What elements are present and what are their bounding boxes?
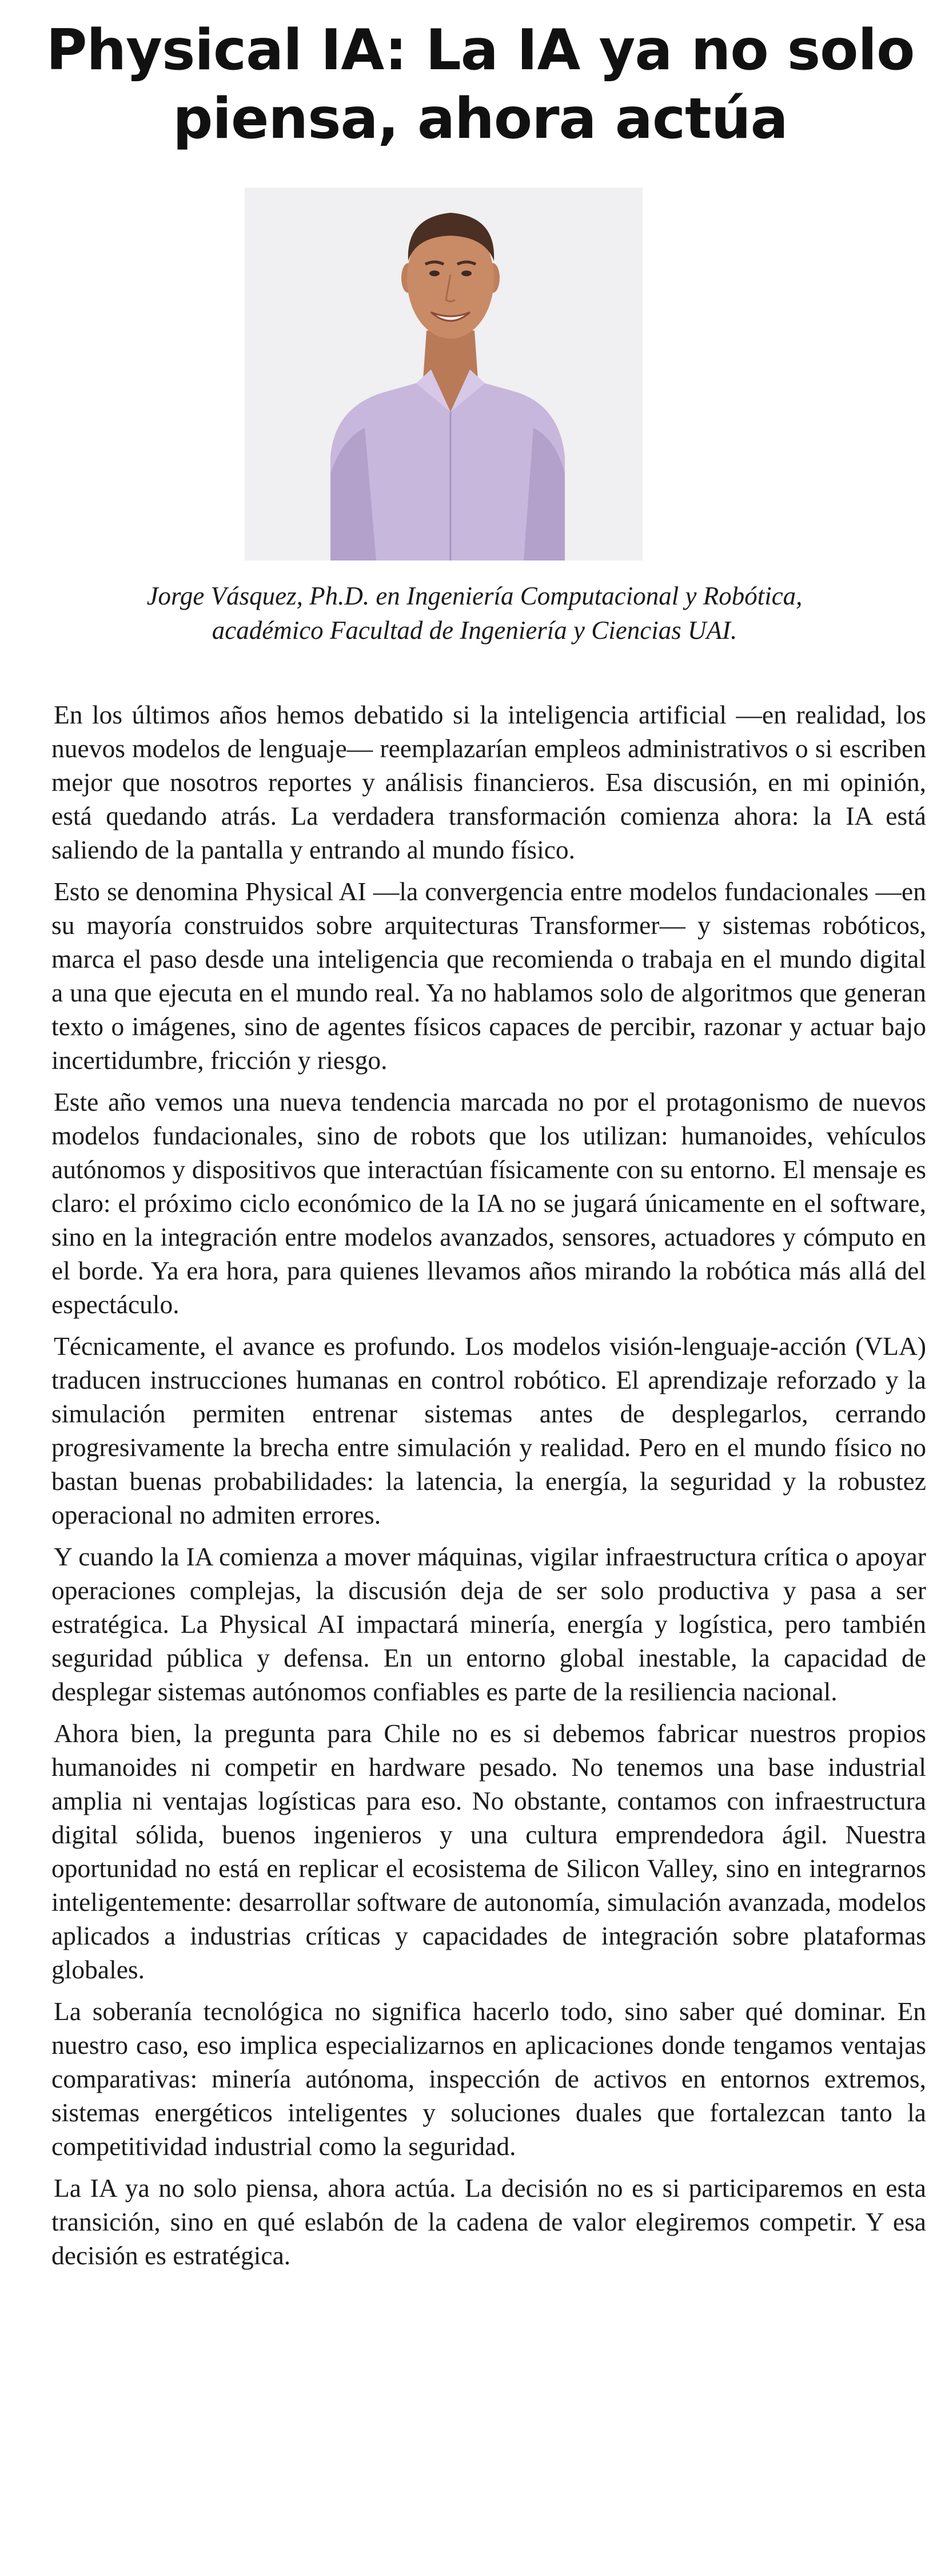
article-body bbox=[51, 698, 926, 2280]
author-photo bbox=[245, 188, 643, 560]
article-paragraph-6: Ahora bien, la pregunta para Chile no es si debemos fabricar nuestros propios humanoides ni competir en hardware pesado. No tenemos una base industrial amplia ni ventajas logísticas para eso. No obstante, contamos con infraestructura digital sólida, buenos ingenieros y una cultura emprendedora ágil. Nuestra oportunidad no está en replicar el ecosistema de Silicon Valley, sino en integrarnos inteligentemente: desarrollar software de autonomía, simulación avanzada, modelos aplicados a industrias críticas y capacidades de integración sobre plataformas globales. bbox=[51, 1719, 926, 1984]
article-paragraph-1: En los últimos años hemos debatido si la inteligencia artificial —en realidad, los nuevos modelos de lenguaje— reemplazarían empleos administrativos o si escriben mejor que nosotros reportes y análisis financieros. Esa discusión, en mi opinión, está quedando atrás. La verdadera transformación comienza ahora: la IA está saliendo de la pantalla y entrando al mundo físico. bbox=[51, 700, 926, 864]
eye-left bbox=[429, 271, 440, 276]
article-paragraph-8: La IA ya no solo piensa, ahora actúa. La decisión no es si participaremos en esta transición, sino en qué eslabón de la cadena de valor elegiremos competir. Y esa decisión es estratégica. bbox=[51, 2173, 926, 2270]
author-portrait-illustration bbox=[245, 188, 643, 560]
article-paragraph-3: Este año vemos una nueva tendencia marcada no por el protagonismo de nuevos modelos fundacionales, sino de robots que los utilizan: humanoides, vehículos autónomos y dispositivos que interactúan físicamente con su entorno. El mensaje es claro: el próximo ciclo económico de la IA no se jugará únicamente en el software, sino en la integración entre modelos avanzados, sensores, actuadores y cómputo en el borde. Ya era hora, para quienes llevamos años mirando la robótica más allá del espectáculo. bbox=[51, 1087, 926, 1319]
caption-line-2: académico Facultad de Ingeniería y Ciencias UAI. bbox=[212, 616, 737, 645]
headline-line-2: piensa, ahora actúa bbox=[173, 86, 788, 152]
article-paragraph-2: Esto se denomina Physical AI —la convergencia entre modelos fundacionales —en su mayoría construidos sobre arquitecturas Transformer— y sistemas robóticos, marca el paso desde una inteligencia que recomienda o trabaja en el mundo digital a una que ejecuta en el mundo real. Ya no hablamos solo de algoritmos que generan texto o imágenes, sino de agentes físicos capaces de percibir, razonar y actuar bajo incertidumbre, fricción y riesgo. bbox=[51, 877, 926, 1075]
article-paragraph-7: La soberanía tecnológica no significa hacerlo todo, sino saber qué dominar. En nuestro caso, eso implica especializarnos en aplicaciones donde tengamos ventajas comparativas: minería autónoma, inspección de activos en entornos extremos, sistemas energéticos inteligentes y soluciones duales que fortalezcan tanto la competitividad industrial como la seguridad. bbox=[51, 1997, 926, 2161]
article-headline bbox=[34, 16, 926, 153]
eye-right bbox=[461, 271, 472, 276]
photo-caption bbox=[34, 579, 915, 647]
article-paragraph-4: Técnicamente, el avance es profundo. Los modelos visión-lenguaje-acción (VLA) traducen instrucciones humanas en control robótico. El aprendizaje reforzado y la simulación permiten entrenar sistemas antes de desplegarlos, cerrando progresivamente la brecha entre simulación y realidad. Pero en el mundo físico no bastan buenas probabilidades: la latencia, la energía, la seguridad y la robustez operacional no admiten errores. bbox=[51, 1331, 926, 1529]
caption-line-1: Jorge Vásquez, Ph.D. en Ingeniería Computacional y Robótica, bbox=[146, 582, 803, 610]
headline-line-1: Physical IA: La IA ya no solo bbox=[46, 18, 915, 83]
article-paragraph-5: Y cuando la IA comienza a mover máquinas, vigilar infraestructura crítica o apoyar operaciones complejas, la discusión deja de ser solo productiva y pasa a ser estratégica. La Physical AI impactará minería, energía y logística, pero también seguridad pública y defensa. En un entorno global inestable, la capacidad de desplegar sistemas autónomos confiables es parte de la resiliencia nacional. bbox=[51, 1542, 926, 1706]
